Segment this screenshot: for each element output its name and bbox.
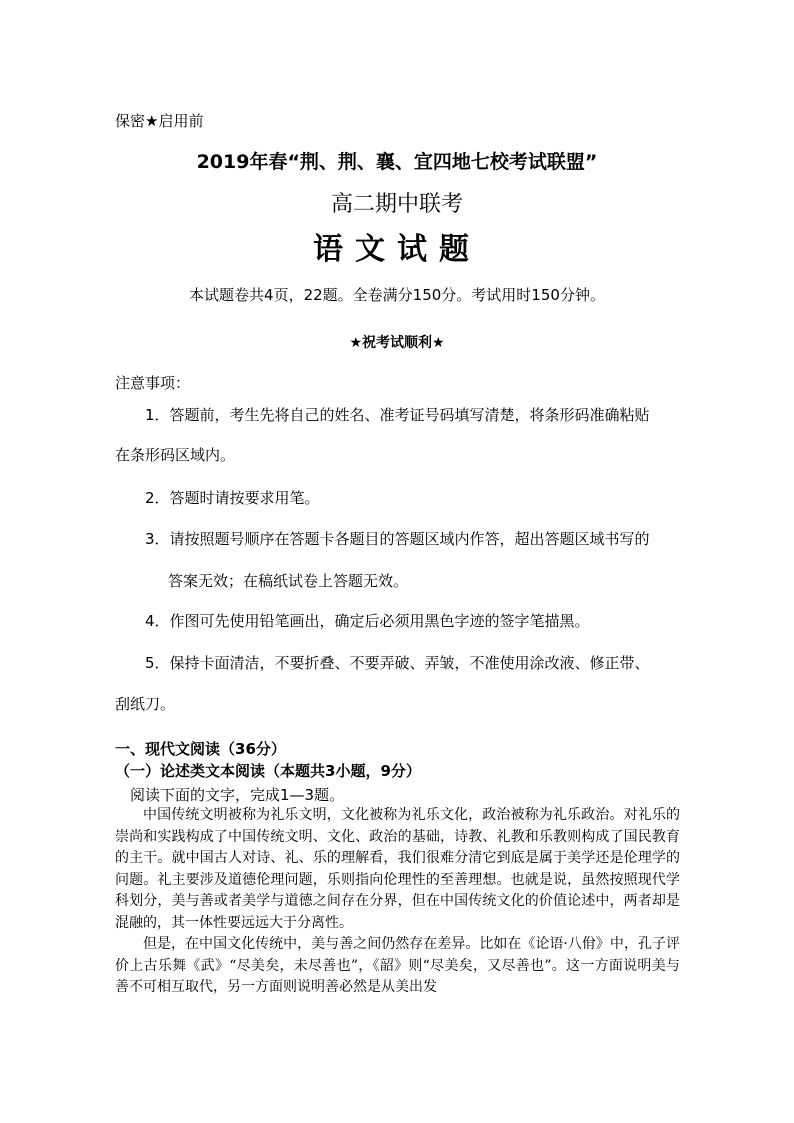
confidential-label: 保密★启用前: [115, 112, 204, 130]
note-5-line-2: 刮纸刀。: [115, 695, 176, 713]
subject-title: 语文试题: [313, 232, 481, 267]
subsection-1-heading: （一）论述类文本阅读（本题共3小题，9分）: [115, 762, 421, 780]
note-5-line-1: 5．保持卡面清洁，不要折叠、不要弄破、弄皱，不准使用涂改液、修正带、: [145, 654, 650, 672]
note-2: 2．答题时请按要求用笔。: [145, 489, 320, 507]
reading-instruction: 阅读下面的文字，完成1—3题。: [130, 786, 345, 804]
note-3-line-2: 答案无效；在稿纸试卷上答题无效。: [168, 572, 409, 590]
exam-union-title: 2019年春“荆、荆、襄、宜四地七校考试联盟”: [196, 151, 598, 173]
exam-subtitle: 高二期中联考: [330, 192, 463, 217]
note-1-line-1: 1．答题前，考生先将自己的姓名、准考证号码填写清楚，将条形码准确粘贴: [145, 406, 650, 424]
good-luck-banner: ★祝考试顺利★: [349, 335, 445, 351]
note-4: 4．作图可先使用铅笔画出，确定后必须用黑色字迹的签字笔描黑。: [145, 612, 590, 630]
note-3-line-1: 3．请按照题号顺序在答题卡各题目的答题区域内作答，超出答题区域书写的: [145, 530, 650, 548]
note-1-line-2: 在条形码区域内。: [115, 446, 236, 464]
reading-passage: [115, 805, 680, 999]
passage-paragraph-2: 但是，在中国文化传统中，美与善之间仍然存在差异。比如在《论语·八佾》中，孔子评价上古乐舞《武》“尽美矣，未尽善也”，《韶》则“尽美矣，又尽善也”。这一方面说明美与善不可相互取代，另一方面则说明善必然是从美出发: [115, 936, 680, 995]
exam-info: 本试题卷共4页，22题。全卷满分150分。考试用时150分钟。: [189, 286, 605, 304]
part-1-heading: 一、现代文阅读（36分）: [115, 740, 286, 758]
passage-paragraph-1: 中国传统文明被称为礼乐文明，文化被称为礼乐文化，政治被称为礼乐政治。对礼乐的崇尚和实践构成了中国传统文明、文化、政治的基础，诗教、礼教和乐教则构成了国民教育的主干。就中国古人对诗、礼、乐的理解看，我们很难分清它到底是属于美学还是伦理学的问题。礼主要涉及道德伦理问题，乐则指向伦理性的至善理想。也就是说，虽然按照现代学科划分，美与善或者美学与道德之间存在分界，但在中国传统文化的价值论述中，两者却是混融的，其一体性要远远大于分离性。: [115, 807, 680, 931]
notes-heading: 注意事项：: [115, 374, 191, 392]
